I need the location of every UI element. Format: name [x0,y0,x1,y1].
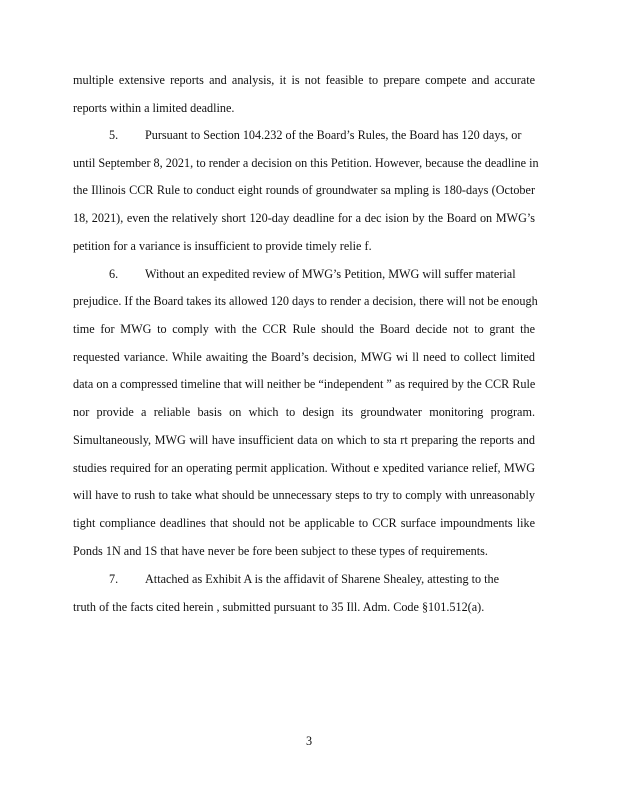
text-line: tight compliance deadlines that should not be applicable to CCR surface impoundments like [73,516,535,530]
paragraph-number: 7. [109,572,119,586]
text-line: reports within a limited deadline. [73,101,235,115]
text-line: the Illinois CCR Rule to conduct eight rounds of groundwater sa mpling is 180-days (October [73,183,535,197]
text-line: multiple extensive reports and analysis, it is not feasible to prepare compete and accurate [73,73,535,87]
text-line: Simultaneously, MWG will have insufficient data on which to sta rt preparing the reports and [73,433,535,447]
text-line: prejudice. If the Board takes its allowed 120 days to render a decision, there will not be enough [73,294,538,308]
text-line: requested variance. While awaiting the Board’s decision, MWG wi ll need to collect limited [73,350,535,364]
paragraph-text: Without an expedited review of MWG’s Petition, MWG will suffer material [145,267,516,281]
text-line: studies required for an operating permit application. Without e xpedited variance relief, MWG [73,461,535,475]
text-line: until September 8, 2021, to render a decision on this Petition. However, because the deadline in [73,156,539,170]
page-number: 3 [305,734,313,748]
text-line: petition for a variance is insufficient to provide timely relie f. [73,239,372,253]
text-line: will have to rush to take what should be unnecessary steps to try to comply with unreasonably [73,488,535,502]
text-line: nor provide a reliable basis on which to design its groundwater monitoring program. [73,405,535,419]
paragraph-text: Attached as Exhibit A is the affidavit of Sharene Shealey, attesting to the [145,572,500,586]
paragraph-number: 5. [109,128,119,142]
text-line: time for MWG to comply with the CCR Rule should the Board decide not to grant the [73,322,535,336]
paragraph-number: 6. [109,267,119,281]
text-line: Ponds 1N and 1S that have never be fore been subject to these types of requirements. [73,544,488,558]
text-line: 18, 2021), even the relatively short 120-day deadline for a dec ision by the Board on MWG’s [73,211,535,225]
text-line: truth of the facts cited herein , submitted pursuant to 35 Ill. Adm. Code §101.512(a). [73,600,485,614]
text-line: data on a compressed timeline that will neither be “independent ” as required by the CCR Rule [73,377,536,391]
paragraph-text: Pursuant to Section 104.232 of the Board’s Rules, the Board has 120 days, or [145,128,522,142]
